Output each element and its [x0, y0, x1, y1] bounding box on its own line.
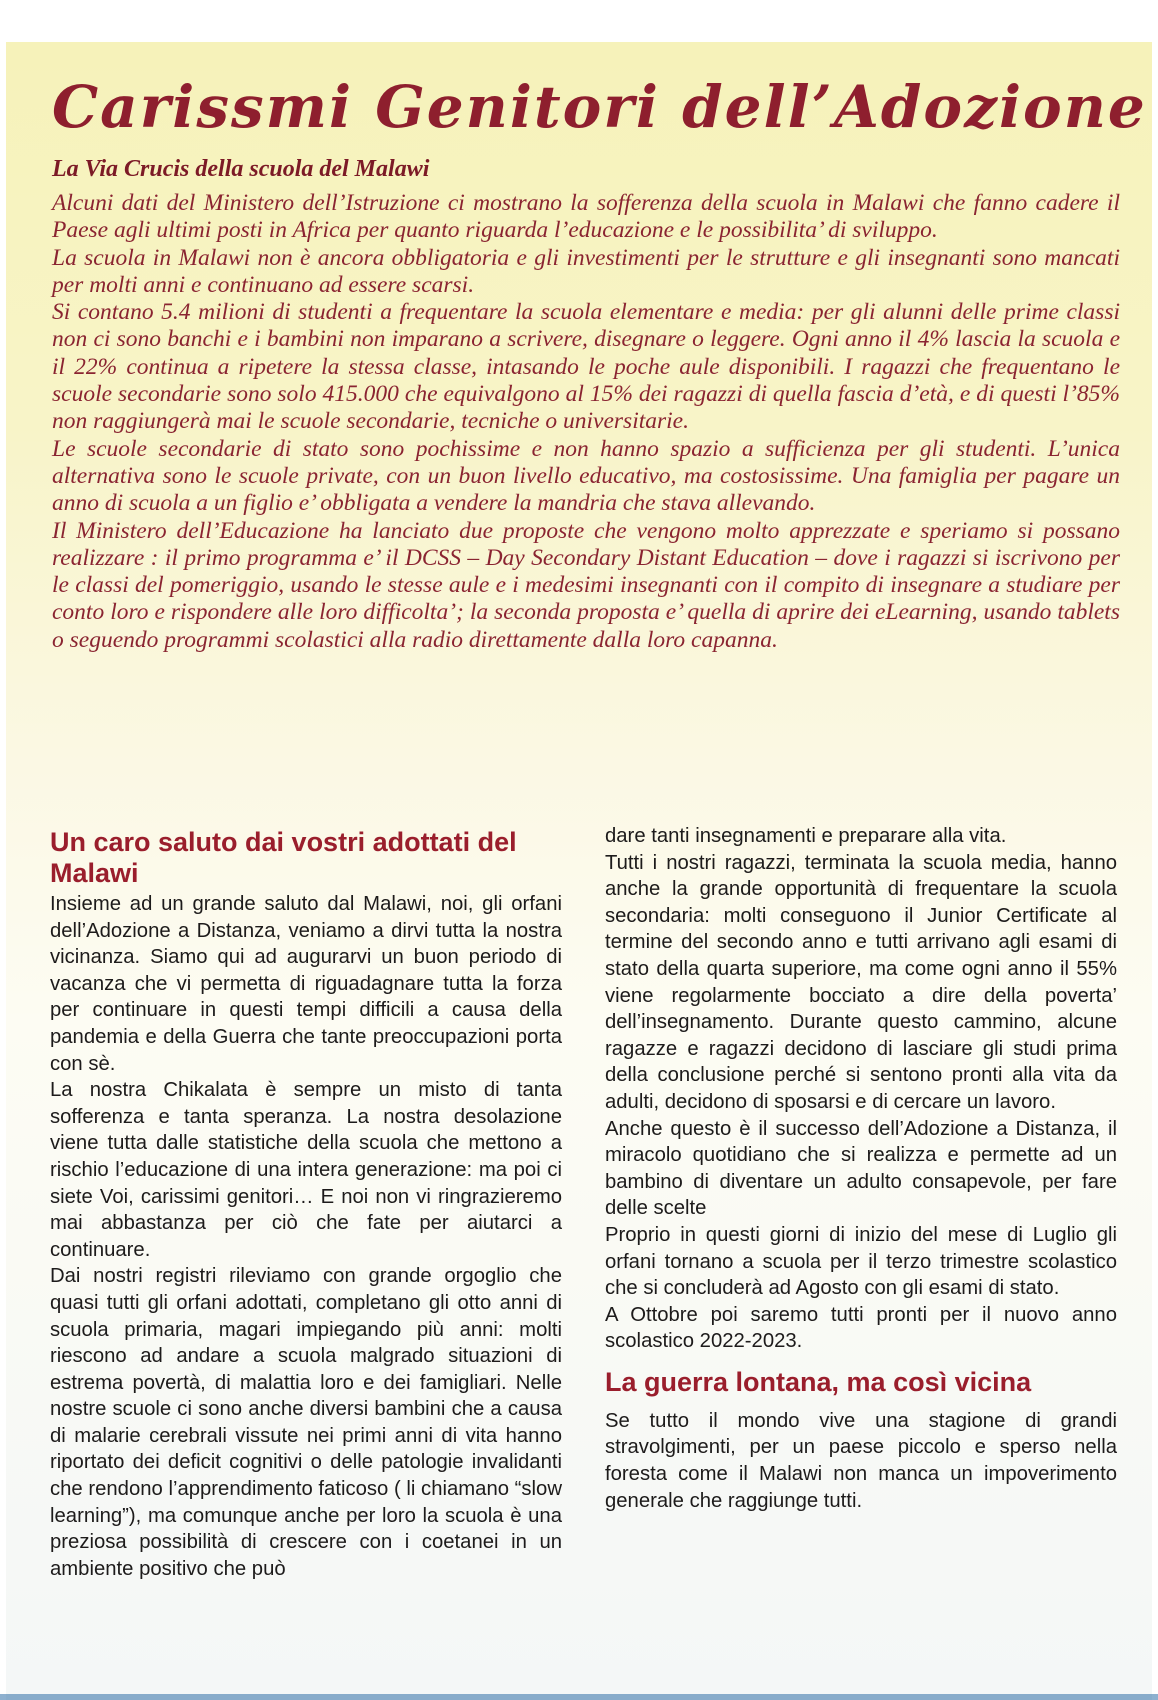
intro-text — [52, 190, 1120, 654]
page-subtitle: La Via Crucis della scuola del Malawi — [52, 156, 430, 182]
page-title: Carissmi Genitori dell’Adozione — [52, 73, 1147, 141]
intro-paragraph: Il Ministero dell’Educazione ha lanciato due proposte che vengono molto apprezzate e speriamo si possano realizzare : il primo programma e’ il DCSS – Day Secondary Distant Education – dove i ragazzi si iscrivono per le classi del pomeriggio, usando le stesse aule e i medesimi insegnanti con il compito di insegnare a studiare per conto loro e rispondere alle loro difficolta’; la seconda proposta e’ quella di aprire dei eLearning, usando tablets o seguendo programmi scolastici alla radio direttamente dalla loro capanna. — [52, 517, 1120, 653]
body-paragraph: dare tanti insegnamenti e preparare alla vita. — [605, 825, 1007, 847]
body-paragraph: Tutti i nostri ragazzi, terminata la scuola media, hanno anche la grande opportunità di frequentare la scuola secondaria: molti conseguono il Junior Certificate al termine del secondo anno e tutti arrivano agli esami di stato della quarta superiore, ma come ogni anno il 55% viene regolarmente bocciato a dire della poverta’ dell’insegnamento. Durante questo cammino, alcune ragazze e ragazzi decidono di lasciare gli studi prima della conclusione perché si sentono pronti alla vita da adulti, decidono di sposarsi e di cercare un lavoro. — [605, 851, 1117, 1113]
intro-paragraph: Alcuni dati del Ministero dell’Istruzione ci mostrano la sofferenza della scuola in Malawi che fanno cadere il Paese agli ultimi posti in Africa per quanto riguarda l’educazione e le possibilita’ di sviluppo. — [52, 190, 1120, 244]
section-heading-guerra: La guerra lontana, ma così vicina — [605, 1366, 1032, 1397]
body-paragraph: Proprio in questi giorni di inizio del mese di Luglio gli orfani tornano a scuola per il terzo trimestre scolastico che si concluderà ad Agosto con gli esami di stato. — [605, 1223, 1117, 1300]
body-paragraph: Anche questo è il successo dell’Adozione a Distanza, il miracolo quotidiano che si realizza e permette ad un bambino di diventare un adulto consapevole, per fare delle scelte — [605, 1117, 1117, 1220]
scan-margin-top — [0, 0, 1158, 42]
scan-margin-left — [0, 0, 6, 1700]
body-paragraph: La nostra Chikalata è sempre un misto di tanta sofferenza e tanta speranza. La nostra desolazione viene tutta dalle statistiche della scuola che mettono a rischio l’educazione di una intera generazione: ma poi ci siete Voi, carissimi genitori… E noi non vi ringrazieremo mai abbastanza per ciò che fate per aiutarci a continuare. — [50, 1079, 562, 1261]
body-paragraph: Insieme ad un grande saluto dal Malawi, noi, gli orfani dell’Adozione a Distanza, veniamo a dirvi tutta la nostra vicinanza. Siamo qui ad augurarvi un buon periodo di vacanza che vi permetta di riguadagnare tutta la forza per continuare in questi tempi difficili a causa della pandemia e della Guerra che tante preoccupazioni porta con sè. — [50, 893, 562, 1075]
page-bottom-strip — [0, 1694, 1158, 1700]
body-paragraph: Dai nostri registri rileviamo con grande orgoglio che quasi tutti gli orfani adottati, completano gli otto anni di scuola primaria, magari impiegando più anni: molti riescono ad andare a scuola malgrado situazioni di estrema povertà, di malattia loro e dei famigliari. Nelle nostre scuole ci sono anche diversi bambini che a causa di malarie cerebrali vissute nei primi anni di vita hanno riportato dei deficit cognitivi o delle patologie invalidanti che rendono l’apprendimento faticoso ( li chiamano “slow learning”), ma comunque anche per loro la scuola è una preziosa possibilità di crescere con i coetanei in un ambiente positivo che può — [50, 1265, 562, 1580]
intro-paragraph: La scuola in Malawi non è ancora obbligatoria e gli investimenti per le strutture e gli insegnanti sono mancati per molti anni e continuano ad essere scarsi. — [52, 244, 1120, 298]
body-paragraph: A Ottobre poi saremo tutti pronti per il nuovo anno scolastico 2022-2023. — [605, 1303, 1117, 1353]
section-heading-saluto: Un caro saluto dai vostri adottati del Malawi — [50, 827, 517, 888]
intro-paragraph: Le scuole secondarie di stato sono pochissime e non hanno spazio a sufficienza per gli studenti. L’unica alternativa sono le scuole private, con un buon livello educativo, ma costosissime. Una famiglia per pagare un anno di scuola a un figlio e’ obbligata a vendere la mandria che stava allevando. — [52, 435, 1120, 517]
scan-margin-right — [1152, 0, 1158, 1700]
body-paragraph: Se tutto il mondo vive una stagione di grandi stravolgimenti, per un paese piccolo e sperso nella foresta come il Malawi non manca un impoverimento generale che raggiunge tutti. — [605, 1409, 1117, 1512]
right-column — [605, 823, 1117, 1514]
intro-paragraph: Si contano 5.4 milioni di studenti a frequentare la scuola elementare e media: per gli alunni delle prime classi non ci sono banchi e i bambini non imparano a scrivere, disegnare o leggere. Ogni anno il 4% lascia la scuola e il 22% continua a ripetere la stessa classe, intasando le poche aule disponibili. I ragazzi che frequentano le scuole secondarie sono solo 415.000 che equivalgono al 15% dei ragazzi di quella fascia d’età, e di questi l’85% non raggiungerà mai le scuole secondarie, tecniche o universitarie. — [52, 299, 1120, 435]
left-column — [50, 825, 562, 1582]
